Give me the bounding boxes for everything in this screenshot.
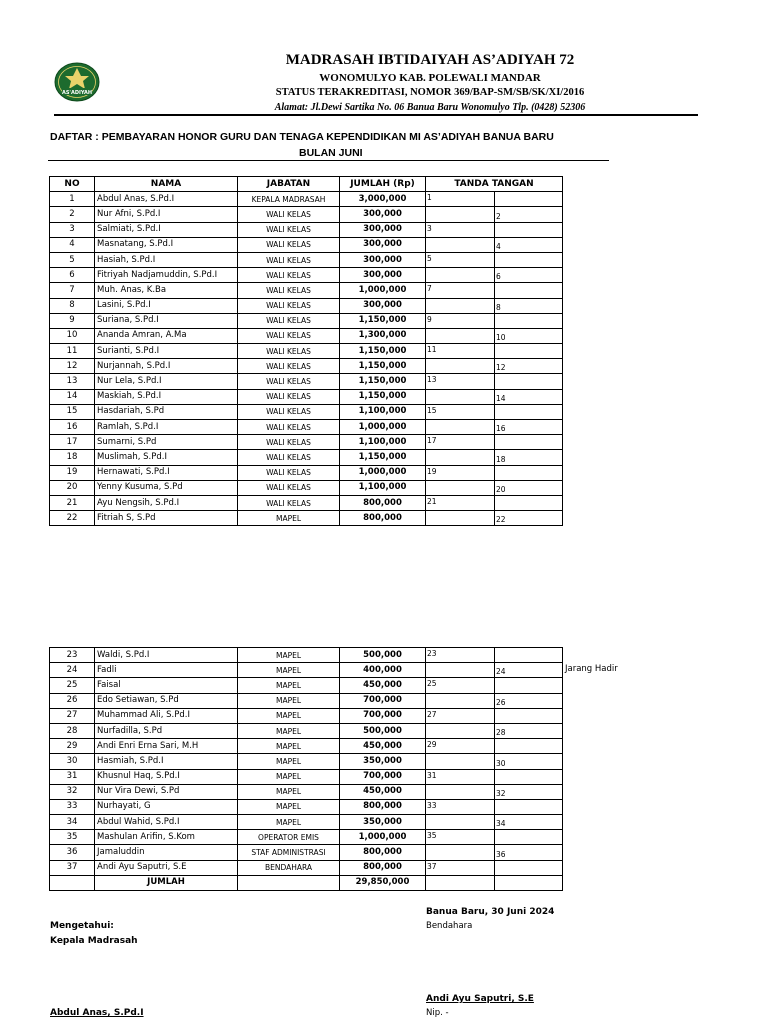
row-number: 16 <box>50 420 95 435</box>
signature-cell-left: 23 <box>426 648 495 663</box>
row-name: Muhammad Ali, S.Pd.I <box>95 708 238 723</box>
row-amount: 1,000,000 <box>340 830 426 845</box>
attendance-note: Jarang Hadir <box>565 664 618 674</box>
signature-cell-left <box>426 723 495 738</box>
row-number: 9 <box>50 313 95 328</box>
signature-cell-right <box>495 739 563 754</box>
table-row <box>50 678 563 693</box>
signature-cell-left: 15 <box>426 404 495 419</box>
total-empty-cell <box>50 875 95 890</box>
signature-cell-left <box>426 359 495 374</box>
row-name: Maskiah, S.Pd.I <box>95 389 238 404</box>
column-header-no: NO <box>50 177 95 192</box>
row-amount: 300,000 <box>340 207 426 222</box>
signature-cell-right <box>495 435 563 450</box>
table-row <box>50 784 563 799</box>
row-number: 13 <box>50 374 95 389</box>
row-name: Salmiati, S.Pd.I <box>95 222 238 237</box>
signature-cell-left <box>426 237 495 252</box>
row-position: MAPEL <box>238 769 340 784</box>
row-amount: 300,000 <box>340 237 426 252</box>
row-name: Andi Enri Erna Sari, M.H <box>95 739 238 754</box>
table-row <box>50 495 563 510</box>
logo-wordmark: AS'ADIYAH <box>61 90 93 96</box>
row-position: MAPEL <box>238 723 340 738</box>
signature-cell-right <box>495 465 563 480</box>
table-row <box>50 328 563 343</box>
row-amount: 1,000,000 <box>340 420 426 435</box>
signature-cell-left <box>426 480 495 495</box>
school-address: Alamat: Jl.Dewi Sartika No. 06 Banua Baru Wonomulyo Tlp. (0428) 52306 <box>274 102 586 113</box>
signature-cell-left: 3 <box>426 222 495 237</box>
table-row <box>50 420 563 435</box>
signature-cell-left: 17 <box>426 435 495 450</box>
row-number: 36 <box>50 845 95 860</box>
row-amount: 350,000 <box>340 815 426 830</box>
head-name: Abdul Anas, S.Pd.I <box>50 1008 144 1018</box>
row-amount: 800,000 <box>340 860 426 875</box>
signature-cell-right: 20 <box>495 480 563 495</box>
table-row <box>50 815 563 830</box>
table-row <box>50 830 563 845</box>
row-number: 7 <box>50 283 95 298</box>
signature-cell-left <box>426 268 495 283</box>
row-name: Khusnul Haq, S.Pd.I <box>95 769 238 784</box>
row-number: 15 <box>50 404 95 419</box>
total-label: JUMLAH <box>95 875 238 890</box>
signature-cell-left <box>426 693 495 708</box>
row-amount: 1,150,000 <box>340 313 426 328</box>
table-row <box>50 860 563 875</box>
row-name: Jamaluddin <box>95 845 238 860</box>
row-position: OPERATOR EMIS <box>238 830 340 845</box>
signature-cell-left: 37 <box>426 860 495 875</box>
table-row <box>50 663 563 678</box>
row-number: 14 <box>50 389 95 404</box>
signature-cell-left: 35 <box>426 830 495 845</box>
row-number: 3 <box>50 222 95 237</box>
signature-cell-left <box>426 845 495 860</box>
row-name: Hernawati, S.Pd.I <box>95 465 238 480</box>
row-position: MAPEL <box>238 799 340 814</box>
signature-cell-right: 16 <box>495 420 563 435</box>
signature-cell-left: 25 <box>426 678 495 693</box>
row-position: WALI KELAS <box>238 450 340 465</box>
row-number: 8 <box>50 298 95 313</box>
signature-cell-right <box>495 252 563 267</box>
row-amount: 700,000 <box>340 693 426 708</box>
row-position: WALI KELAS <box>238 404 340 419</box>
row-amount: 500,000 <box>340 648 426 663</box>
row-name: Yenny Kusuma, S.Pd <box>95 480 238 495</box>
column-header-jabatan: JABATAN <box>238 177 340 192</box>
row-name: Abdul Anas, S.Pd.I <box>95 192 238 207</box>
table-row <box>50 450 563 465</box>
table-row <box>50 465 563 480</box>
row-position: WALI KELAS <box>238 495 340 510</box>
row-amount: 700,000 <box>340 708 426 723</box>
signature-cell-right <box>495 860 563 875</box>
signature-cell-right: 28 <box>495 723 563 738</box>
signature-cell-left: 13 <box>426 374 495 389</box>
row-position: WALI KELAS <box>238 222 340 237</box>
acknowledged-label: Mengetahui: <box>50 921 114 931</box>
row-position: MAPEL <box>238 663 340 678</box>
table-row <box>50 708 563 723</box>
row-name: Ramlah, S.Pd.I <box>95 420 238 435</box>
row-number: 23 <box>50 648 95 663</box>
row-number: 27 <box>50 708 95 723</box>
row-amount: 500,000 <box>340 723 426 738</box>
row-name: Nurjannah, S.Pd.I <box>95 359 238 374</box>
signature-cell-left <box>426 754 495 769</box>
row-number: 6 <box>50 268 95 283</box>
signature-cell-right: 24 <box>495 663 563 678</box>
row-amount: 450,000 <box>340 678 426 693</box>
signature-cell-right <box>495 313 563 328</box>
row-position: MAPEL <box>238 784 340 799</box>
row-position: MAPEL <box>238 815 340 830</box>
row-position: MAPEL <box>238 693 340 708</box>
row-position: MAPEL <box>238 678 340 693</box>
header-divider <box>54 114 698 116</box>
row-position: WALI KELAS <box>238 298 340 313</box>
total-empty-cell <box>495 875 563 890</box>
row-amount: 1,150,000 <box>340 359 426 374</box>
row-name: Abdul Wahid, S.Pd.I <box>95 815 238 830</box>
row-amount: 800,000 <box>340 511 426 526</box>
signature-cell-right: 12 <box>495 359 563 374</box>
row-name: Edo Setiawan, S.Pd <box>95 693 238 708</box>
row-number: 4 <box>50 237 95 252</box>
row-name: Lasini, S.Pd.I <box>95 298 238 313</box>
row-amount: 1,300,000 <box>340 328 426 343</box>
row-name: Ayu Nengsih, S.Pd.I <box>95 495 238 510</box>
row-name: Mashulan Arifin, S.Kom <box>95 830 238 845</box>
signature-cell-right: 14 <box>495 389 563 404</box>
row-number: 31 <box>50 769 95 784</box>
accreditation-status: STATUS TERAKREDITASI, NOMOR 369/BAP-SM/SB/SK/XI/2016 <box>275 87 585 98</box>
row-amount: 3,000,000 <box>340 192 426 207</box>
signature-cell-left: 31 <box>426 769 495 784</box>
row-position: WALI KELAS <box>238 252 340 267</box>
row-position: WALI KELAS <box>238 283 340 298</box>
treasurer-name: Andi Ayu Saputri, S.E <box>426 994 534 1004</box>
table-row <box>50 237 563 252</box>
row-amount: 450,000 <box>340 739 426 754</box>
row-position: WALI KELAS <box>238 328 340 343</box>
row-number: 20 <box>50 480 95 495</box>
signature-cell-left <box>426 815 495 830</box>
row-amount: 300,000 <box>340 268 426 283</box>
row-position: WALI KELAS <box>238 359 340 374</box>
column-header-nama: NAMA <box>95 177 238 192</box>
row-number: 1 <box>50 192 95 207</box>
table-row <box>50 374 563 389</box>
row-amount: 1,000,000 <box>340 283 426 298</box>
signature-cell-right <box>495 283 563 298</box>
signature-cell-right: 34 <box>495 815 563 830</box>
signature-cell-right <box>495 769 563 784</box>
table-row <box>50 283 563 298</box>
row-position: MAPEL <box>238 754 340 769</box>
table-row <box>50 359 563 374</box>
column-header-jumlah: JUMLAH (Rp) <box>340 177 426 192</box>
row-amount: 400,000 <box>340 663 426 678</box>
table-row <box>50 389 563 404</box>
row-name: Masnatang, S.Pd.I <box>95 237 238 252</box>
place-date: Banua Baru, 30 Juni 2024 <box>426 907 555 917</box>
row-name: Hasmiah, S.Pd.I <box>95 754 238 769</box>
table-row <box>50 769 563 784</box>
signature-cell-right <box>495 799 563 814</box>
treasurer-nip: Nip. - <box>426 1008 449 1018</box>
row-amount: 1,100,000 <box>340 480 426 495</box>
signature-cell-right <box>495 678 563 693</box>
row-name: Fitriyah Nadjamuddin, S.Pd.I <box>95 268 238 283</box>
row-name: Ananda Amran, A.Ma <box>95 328 238 343</box>
row-name: Suriana, S.Pd.I <box>95 313 238 328</box>
table-row <box>50 648 563 663</box>
row-position: WALI KELAS <box>238 268 340 283</box>
signature-cell-left: 21 <box>426 495 495 510</box>
table-row <box>50 723 563 738</box>
row-position: WALI KELAS <box>238 313 340 328</box>
row-number: 29 <box>50 739 95 754</box>
table-row <box>50 313 563 328</box>
row-amount: 1,100,000 <box>340 404 426 419</box>
row-name: Andi Ayu Saputri, S.E <box>95 860 238 875</box>
row-number: 21 <box>50 495 95 510</box>
signature-cell-left <box>426 450 495 465</box>
row-number: 25 <box>50 678 95 693</box>
table-row <box>50 268 563 283</box>
row-number: 33 <box>50 799 95 814</box>
signature-cell-left: 7 <box>426 283 495 298</box>
table-row <box>50 435 563 450</box>
table-row <box>50 404 563 419</box>
row-amount: 800,000 <box>340 495 426 510</box>
signature-cell-left <box>426 298 495 313</box>
signature-cell-right <box>495 404 563 419</box>
row-number: 28 <box>50 723 95 738</box>
row-name: Nurfadilla, S.Pd <box>95 723 238 738</box>
signature-cell-right <box>495 192 563 207</box>
row-name: Waldi, S.Pd.I <box>95 648 238 663</box>
row-amount: 350,000 <box>340 754 426 769</box>
row-position: WALI KELAS <box>238 389 340 404</box>
row-amount: 700,000 <box>340 769 426 784</box>
signature-cell-right <box>495 830 563 845</box>
signature-cell-right: 2 <box>495 207 563 222</box>
row-number: 30 <box>50 754 95 769</box>
row-position: WALI KELAS <box>238 344 340 359</box>
signature-cell-right: 32 <box>495 784 563 799</box>
row-name: Muh. Anas, K.Ba <box>95 283 238 298</box>
signature-cell-right: 26 <box>495 693 563 708</box>
table-row <box>50 739 563 754</box>
table-header-row <box>50 177 563 192</box>
row-number: 10 <box>50 328 95 343</box>
row-number: 24 <box>50 663 95 678</box>
row-position: KEPALA MADRASAH <box>238 192 340 207</box>
row-name: Hasdariah, S.Pd <box>95 404 238 419</box>
row-number: 37 <box>50 860 95 875</box>
row-position: MAPEL <box>238 511 340 526</box>
row-amount: 450,000 <box>340 784 426 799</box>
signature-cell-right: 4 <box>495 237 563 252</box>
signature-cell-right <box>495 708 563 723</box>
signature-cell-left: 5 <box>426 252 495 267</box>
row-number: 22 <box>50 511 95 526</box>
signature-cell-right <box>495 222 563 237</box>
row-number: 17 <box>50 435 95 450</box>
row-position: STAF ADMINISTRASI <box>238 845 340 860</box>
total-empty-cell <box>426 875 495 890</box>
table-row <box>50 252 563 267</box>
signature-cell-right: 30 <box>495 754 563 769</box>
row-amount: 300,000 <box>340 298 426 313</box>
row-name: Nur Afni, S.Pd.I <box>95 207 238 222</box>
row-number: 18 <box>50 450 95 465</box>
school-logo <box>54 62 100 102</box>
row-name: Fadli <box>95 663 238 678</box>
signature-cell-left: 11 <box>426 344 495 359</box>
row-amount: 1,150,000 <box>340 389 426 404</box>
row-number: 5 <box>50 252 95 267</box>
row-position: WALI KELAS <box>238 237 340 252</box>
title-underline <box>48 160 609 161</box>
row-amount: 300,000 <box>340 222 426 237</box>
honor-table-part1 <box>49 176 563 526</box>
honor-table-part2 <box>49 647 563 891</box>
row-position: WALI KELAS <box>238 207 340 222</box>
signature-cell-left: 1 <box>426 192 495 207</box>
row-amount: 800,000 <box>340 799 426 814</box>
signature-cell-left <box>426 420 495 435</box>
treasurer-role: Bendahara <box>426 921 473 931</box>
table-row <box>50 693 563 708</box>
row-name: Sumarni, S.Pd <box>95 435 238 450</box>
row-number: 12 <box>50 359 95 374</box>
signature-cell-left: 9 <box>426 313 495 328</box>
signature-cell-right <box>495 344 563 359</box>
signature-cell-left <box>426 663 495 678</box>
signature-cell-left <box>426 207 495 222</box>
signature-cell-left <box>426 389 495 404</box>
row-position: MAPEL <box>238 708 340 723</box>
document-title: DAFTAR : PEMBAYARAN HONOR GURU DAN TENAGA KEPENDIDIKAN MI AS’ADIYAH BANUA BARU <box>50 131 554 143</box>
table-row <box>50 480 563 495</box>
table-row <box>50 344 563 359</box>
row-position: WALI KELAS <box>238 465 340 480</box>
row-amount: 1,150,000 <box>340 344 426 359</box>
row-position: WALI KELAS <box>238 480 340 495</box>
row-number: 32 <box>50 784 95 799</box>
row-amount: 1,100,000 <box>340 435 426 450</box>
document-month: BULAN JUNI <box>299 147 363 159</box>
row-number: 2 <box>50 207 95 222</box>
signature-cell-right: 36 <box>495 845 563 860</box>
table-row <box>50 754 563 769</box>
total-empty-cell <box>238 875 340 890</box>
row-number: 26 <box>50 693 95 708</box>
row-name: Nur Vira Dewi, S.Pd <box>95 784 238 799</box>
signature-cell-left <box>426 784 495 799</box>
row-number: 34 <box>50 815 95 830</box>
row-amount: 1,000,000 <box>340 465 426 480</box>
row-name: Hasiah, S.Pd.I <box>95 252 238 267</box>
row-amount: 800,000 <box>340 845 426 860</box>
total-row <box>50 875 563 890</box>
table-row <box>50 192 563 207</box>
school-location: WONOMULYO KAB. POLEWALI MANDAR <box>319 72 541 84</box>
total-value: 29,850,000 <box>340 875 426 890</box>
signature-cell-left: 27 <box>426 708 495 723</box>
table-row <box>50 845 563 860</box>
row-number: 11 <box>50 344 95 359</box>
signature-cell-left: 33 <box>426 799 495 814</box>
row-name: Nurhayati, G <box>95 799 238 814</box>
signature-cell-right: 8 <box>495 298 563 313</box>
signature-cell-right: 10 <box>495 328 563 343</box>
signature-cell-right: 22 <box>495 511 563 526</box>
signature-cell-left <box>426 511 495 526</box>
row-position: WALI KELAS <box>238 374 340 389</box>
signature-cell-right: 6 <box>495 268 563 283</box>
row-name: Surianti, S.Pd.I <box>95 344 238 359</box>
row-position: BENDAHARA <box>238 860 340 875</box>
school-name: MADRASAH IBTIDAIYAH AS’ADIYAH 72 <box>285 52 575 68</box>
table-row <box>50 511 563 526</box>
row-position: WALI KELAS <box>238 435 340 450</box>
table-row <box>50 222 563 237</box>
signature-cell-left: 29 <box>426 739 495 754</box>
column-header-tanda-tangan: TANDA TANGAN <box>426 177 563 192</box>
row-name: Nur Lela, S.Pd.I <box>95 374 238 389</box>
signature-cell-right <box>495 648 563 663</box>
row-amount: 1,150,000 <box>340 450 426 465</box>
signature-cell-left <box>426 328 495 343</box>
table-row <box>50 799 563 814</box>
row-name: Fitriah S, S.Pd <box>95 511 238 526</box>
row-name: Faisal <box>95 678 238 693</box>
signature-cell-right <box>495 495 563 510</box>
signature-cell-right <box>495 374 563 389</box>
row-number: 19 <box>50 465 95 480</box>
row-amount: 300,000 <box>340 252 426 267</box>
table-row <box>50 207 563 222</box>
row-amount: 1,150,000 <box>340 374 426 389</box>
row-position: MAPEL <box>238 739 340 754</box>
signature-cell-right: 18 <box>495 450 563 465</box>
row-position: WALI KELAS <box>238 420 340 435</box>
row-name: Muslimah, S.Pd.I <box>95 450 238 465</box>
table-row <box>50 298 563 313</box>
head-role: Kepala Madrasah <box>50 936 138 946</box>
row-number: 35 <box>50 830 95 845</box>
signature-cell-left: 19 <box>426 465 495 480</box>
row-position: MAPEL <box>238 648 340 663</box>
